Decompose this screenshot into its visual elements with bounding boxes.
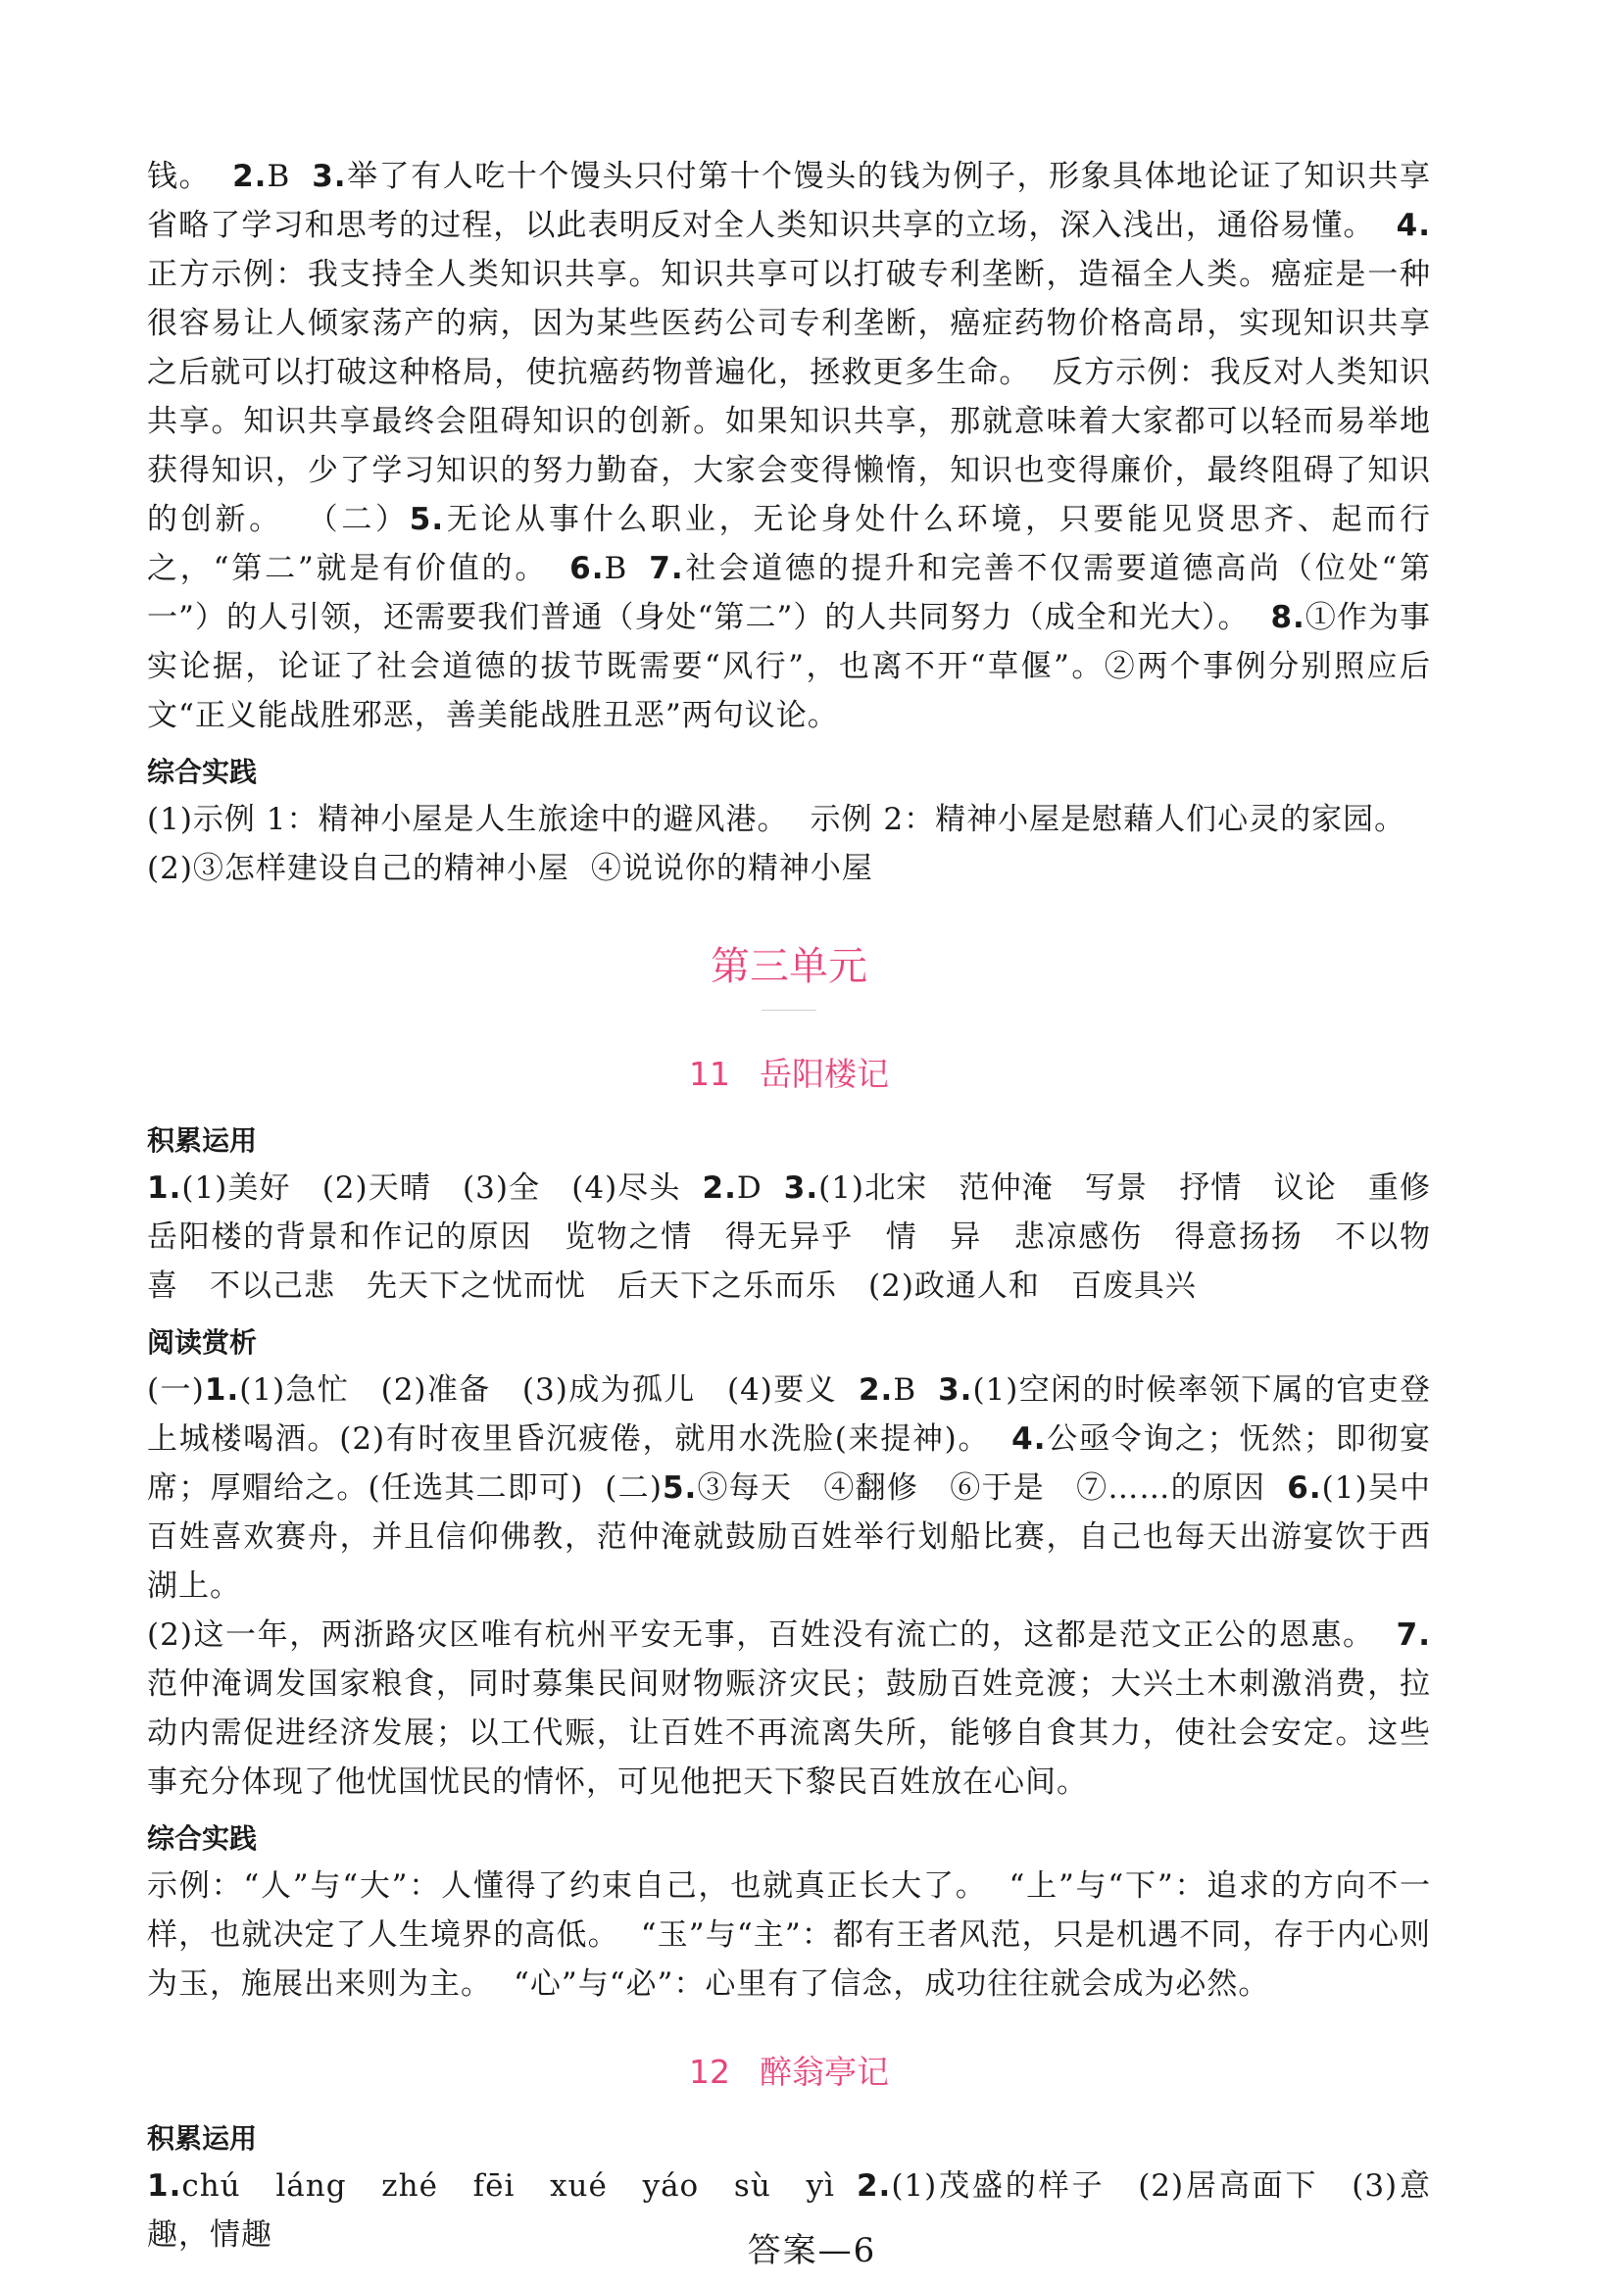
content-area xyxy=(147,152,1431,2260)
question-number: 3. xyxy=(783,1170,819,1206)
lesson-number: 12 xyxy=(689,2053,730,2091)
answer-text: (1)北宋 范仲淹 写景 抒情 议论 重修岳阳楼的背景和作记的原因 览物之情 得无异乎 情 异 悲凉感伤 得意扬扬 不以物喜 不以己悲 先天下之忧而忧 后天下之乐而乐 (2)政通人和 百废具兴 xyxy=(147,1170,1431,1304)
lesson-name: 醉翁亭记 xyxy=(760,2053,889,2091)
question-number: 2. xyxy=(856,2168,892,2204)
page-footer: 答案—6 xyxy=(747,2231,877,2270)
lesson-name: 岳阳楼记 xyxy=(760,1055,889,1093)
part-label: （二） xyxy=(304,502,410,537)
lesson-number: 11 xyxy=(689,1055,730,1093)
answer-text: chú láng zhé fēi xué yáo sù yì xyxy=(181,2168,835,2204)
answer-text: (1)茂盛的样子 (2)居高面下 (3)意趣，情趣 xyxy=(147,2168,1431,2253)
accumulation-answers xyxy=(147,1164,1431,1311)
answer-text: 示例 2：精神小屋是慰藉人们心灵的家园。 xyxy=(810,802,1406,837)
question-number: 3. xyxy=(312,159,347,194)
practice-answer xyxy=(147,844,1431,893)
answer-text: (2)③怎样建设自己的精神小屋 xyxy=(147,851,569,886)
answer-text: 钱。 xyxy=(147,159,212,194)
question-number: 1. xyxy=(147,1170,182,1206)
part-label: (二) xyxy=(605,1470,663,1506)
answer-text: (2)这一年，两浙路灾区唯有杭州平安无事，百姓没有流亡的，这都是范文正公的恩惠。 xyxy=(147,1617,1375,1653)
answer-text: ③每天 ④翻修 ⑥于是 ⑦……的原因 xyxy=(697,1470,1266,1506)
carryover-answers xyxy=(147,152,1431,740)
question-number: 8. xyxy=(1270,600,1305,635)
question-number: 5. xyxy=(409,502,445,537)
answer-text: ④说说你的精神小屋 xyxy=(590,851,873,886)
question-number: 6. xyxy=(569,551,605,586)
section-heading: 综合实践 xyxy=(147,1822,258,1855)
answer-text: 社会道德的提升和完善不仅需要道德高尚（位处“第一”）的人引领，还需要我们普通（身处“第二”）的人共同努力（成全和光大）。 xyxy=(147,551,1431,635)
answer-text: 范仲淹调发国家粮食，同时募集民间财物赈济灾民；鼓励百姓竞渡；大兴土木刺激消费，拉动内需促进经济发展；以工代赈，让百姓不再流离失所，能够自食其力，使社会安定。这些事充分体现了他忧国忧民的情怀，可见他把天下黎民百姓放在心间。 xyxy=(147,1666,1431,1800)
answer-text: 示例：“人”与“大”：人懂得了约束自己，也就真正长大了。 xyxy=(147,1868,988,1904)
answer-text: B xyxy=(267,159,291,194)
answer-text: B xyxy=(604,551,628,586)
question-number: 6. xyxy=(1287,1470,1322,1506)
question-number: 2. xyxy=(702,1170,737,1206)
section-heading: 积累运用 xyxy=(147,1124,258,1157)
section-heading: 综合实践 xyxy=(147,756,258,788)
question-number: 7. xyxy=(649,551,684,586)
answer-text: (1)吴中百姓喜欢赛舟，并且信仰佛教，范仲淹就鼓励百姓举行划船比赛，自己也每天出游宴饮于西湖上。 xyxy=(147,1470,1431,1604)
practice-answer xyxy=(147,1862,1431,2009)
answer-text: B xyxy=(893,1372,917,1408)
answer-text: 正方示例：我支持全人类知识共享。知识共享可以打破专利垄断，造福全人类。癌症是一种很容易让人倾家荡产的病，因为某些医药公司专利垄断，癌症药物价格高昂，实现知识共享之后就可以打破这种格局，使抗癌药物普遍化，拯救更多生命。 xyxy=(147,257,1431,390)
answer-text: “上”与“下”：追求的方向不一样，也就决定了人生境界的高低。 xyxy=(147,1868,1431,1953)
question-number: 3. xyxy=(938,1372,973,1408)
answer-text: “玉”与“主”：都有王者风范，只是机遇不同，存于内心则为玉，施展出来则为主。 xyxy=(147,1917,1432,2002)
answer-text: 无论从事什么职业，无论身处什么环境，只要能见贤思齐、起而行之，“第二”就是有价值的。 xyxy=(147,502,1432,586)
answer-text: 反方示例：我反对人类知识共享。知识共享最终会阻碍知识的创新。如果知识共享，那就意味着大家都可以轻而易举地获得知识，少了学习知识的努力勤奋，大家会变得懒惰，知识也变得廉价，最终阻碍了知识的创新。 xyxy=(147,355,1432,537)
question-number: 2. xyxy=(858,1372,894,1408)
answer-text: D xyxy=(736,1170,763,1206)
answer-text: (1)美好 (2)天晴 (3)全 (4)尽头 xyxy=(181,1170,681,1206)
question-number: 4. xyxy=(1011,1421,1047,1457)
reading-answers xyxy=(147,1611,1431,1807)
part-label: (一) xyxy=(147,1372,205,1408)
answer-text: (1)急忙 (2)准备 (3)成为孤儿 (4)要义 xyxy=(239,1372,837,1408)
divider xyxy=(762,1010,816,1011)
question-number: 7. xyxy=(1396,1617,1431,1653)
unit-title: 第三单元 xyxy=(711,944,867,989)
answer-text: (1)示例 1：精神小屋是人生旅途中的避风港。 xyxy=(147,802,789,837)
lesson-title xyxy=(147,2048,1431,2097)
question-number: 1. xyxy=(204,1372,240,1408)
question-number: 2. xyxy=(232,159,268,194)
answer-text: “心”与“必”：心里有了信念，成功往往就会成为必然。 xyxy=(514,1966,1270,2002)
section-heading: 积累运用 xyxy=(147,2122,258,2155)
question-number: 4. xyxy=(1396,208,1431,243)
answer-text: ①作为事实论据，论证了社会道德的拔节既需要“风行”，也离不开“草偃”。②两个事例分别照应后文“正义能战胜邪恶，善美能战胜丑恶”两句议论。 xyxy=(147,600,1431,733)
section-heading: 阅读赏析 xyxy=(147,1326,258,1359)
answer-text: 举了有人吃十个馒头只付第十个馒头的钱为例子，形象具体地论证了知识共享省略了学习和思考的过程，以此表明反对全人类知识共享的立场，深入浅出，通俗易懂。 xyxy=(147,159,1432,243)
question-number: 1. xyxy=(147,2168,182,2204)
answer-text: (1)空闲的时候率领下属的官吏登上城楼喝酒。(2)有时夜里昏沉疲倦，就用水洗脸(来提神)。 xyxy=(147,1372,1431,1457)
lesson-title xyxy=(147,1050,1431,1099)
answer-text: 公亟令询之；怃然；即彻宴席；厚赗给之。(任选其二即可) xyxy=(147,1421,1432,1506)
question-number: 5. xyxy=(662,1470,698,1506)
reading-answers xyxy=(147,1366,1431,1611)
practice-answer xyxy=(147,795,1431,844)
